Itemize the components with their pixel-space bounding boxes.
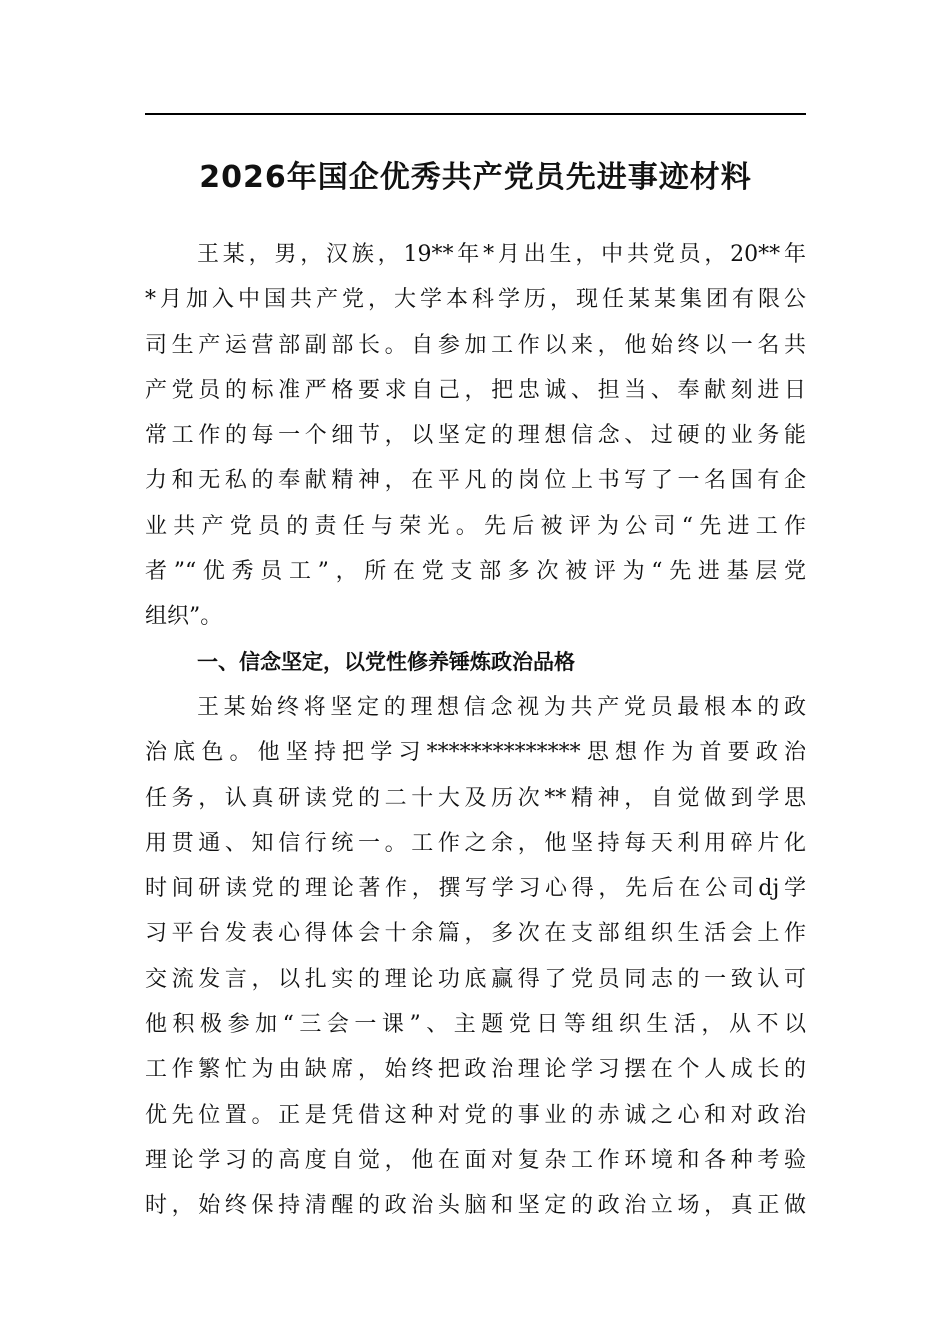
paragraph-line: 理论学习的高度自觉，他在面对复杂工作环境和各种考验 bbox=[145, 1147, 806, 1173]
section-heading: 一、信念坚定，以党性修养锤炼政治品格 bbox=[197, 649, 575, 674]
paragraph-line: 用贯通、知信行统一。工作之余，他坚持每天利用碎片化 bbox=[145, 830, 806, 856]
paragraph-line: 工作繁忙为由缺席，始终把政治理论学习摆在个人成长的 bbox=[145, 1057, 806, 1083]
document-body bbox=[145, 232, 806, 1229]
paragraph-line: 他积极参加“三会一课”、主题党日等组织生活，从不以 bbox=[145, 1012, 806, 1038]
paragraph-line: 常工作的每一个细节，以坚定的理想信念、过硬的业务能 bbox=[145, 423, 806, 449]
paragraph-line: 时，始终保持清醒的政治头脑和坚定的政治立场，真正做 bbox=[145, 1193, 806, 1219]
paragraph-line: 时间研读党的理论著作，撰写学习心得，先后在公司dj学 bbox=[145, 876, 806, 902]
paragraph-line: 者”“优秀员工”，所在党支部多次被评为“先进基层党 bbox=[145, 559, 806, 585]
paragraph-line: 交流发言，以扎实的理论功底赢得了党员同志的一致认可 bbox=[145, 966, 806, 992]
document-title: 2026年国企优秀共产党员先进事迹材料 bbox=[199, 160, 752, 195]
paragraph-line: 王某，男，汉族，19**年*月出生，中共党员，20**年 bbox=[197, 242, 806, 267]
paragraph-line: *月加入中国共产党，大学本科学历，现任某某集团有限公 bbox=[145, 287, 806, 313]
paragraph-line: 力和无私的奉献精神，在平凡的岗位上书写了一名国有企 bbox=[145, 468, 806, 494]
paragraph-line: 产党员的标准严格要求自己，把忠诚、担当、奉献刻进日 bbox=[145, 377, 806, 403]
paragraph-line: 习平台发表心得体会十余篇，多次在支部组织生活会上作 bbox=[145, 921, 806, 947]
paragraph-line: 王某始终将坚定的理想信念视为共产党员最根本的政 bbox=[197, 694, 806, 720]
paragraph-line: 司生产运营部副部长。自参加工作以来，他始终以一名共 bbox=[145, 332, 806, 358]
paragraph-line: 业共产党员的责任与荣光。先后被评为公司“先进工作 bbox=[145, 513, 806, 539]
paragraph-line: 组织”。 bbox=[145, 604, 223, 630]
paragraph-line: 优先位置。正是凭借这种对党的事业的赤诚之心和对政治 bbox=[145, 1102, 806, 1128]
header-rule bbox=[145, 113, 806, 115]
paragraph-line: 治底色。他坚持把学习**************思想作为首要政治 bbox=[145, 740, 806, 766]
paragraph-line: 任务，认真研读党的二十大及历次**精神，自觉做到学思 bbox=[145, 785, 806, 811]
